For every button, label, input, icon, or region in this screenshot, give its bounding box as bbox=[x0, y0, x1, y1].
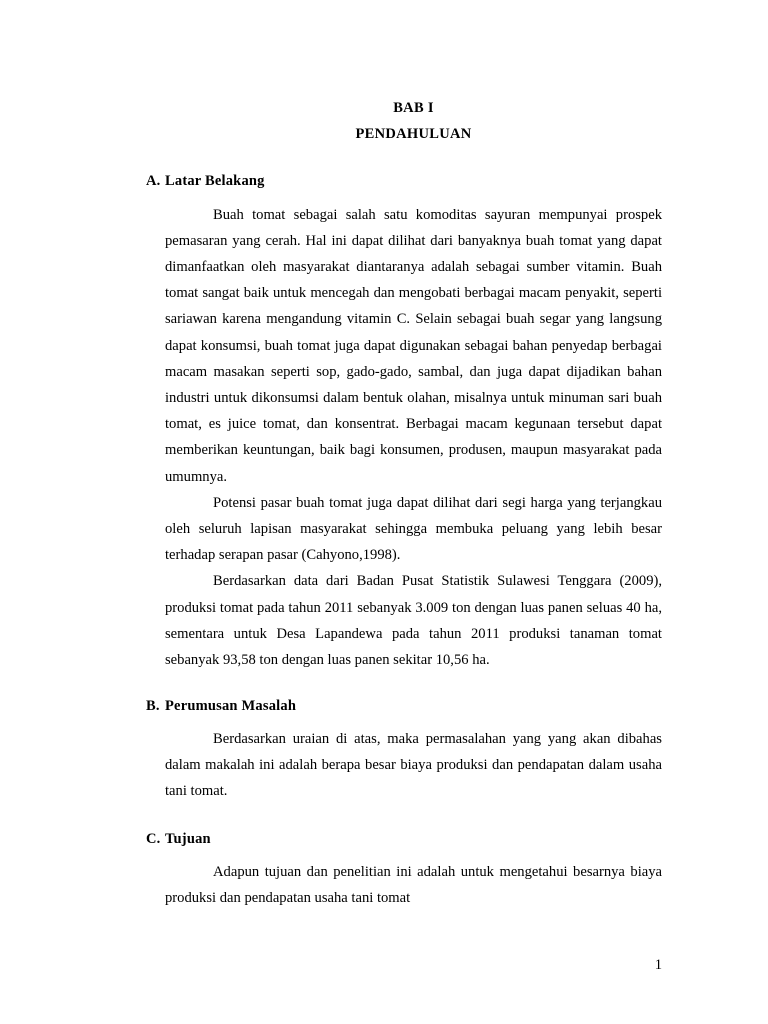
chapter-label: BAB I bbox=[393, 100, 434, 116]
spacer bbox=[146, 189, 662, 202]
spacer bbox=[146, 673, 662, 699]
paragraph: Berdasarkan data dari Badan Pusat Statistik Sulawesi Tenggara (2009), produksi tomat pada tahun 2011 sebanyak 3.009 ton dengan luas panen seluas 40 ha, sementara untuk Desa Lapandewa pada tahun 2011 produksi tanaman tomat sebanyak 93,58 ton dengan luas panen sekitar 10,56 ha. bbox=[165, 573, 662, 668]
section-perumusan-masalah bbox=[146, 699, 662, 804]
spacer bbox=[146, 847, 662, 859]
paragraph: Potensi pasar buah tomat juga dapat dilihat dari segi harga yang terjangkau oleh seluruh lapisan masyarakat sehingga membuka peluang yang lebih besar terhadap serapan pasar (Cahyono,1998). bbox=[165, 494, 662, 564]
chapter-title: PENDAHULUAN bbox=[355, 125, 472, 142]
section-heading-a bbox=[146, 174, 662, 189]
section-tujuan bbox=[146, 832, 662, 911]
section-heading-b bbox=[146, 699, 662, 714]
section-heading-c bbox=[146, 832, 662, 847]
section-title-a: Latar Belakang bbox=[165, 173, 265, 189]
paragraph: Buah tomat sebagai salah satu komoditas sayuran mempunyai prospek pemasaran yang cerah. Hal ini dapat dilihat dari banyaknya buah tomat yang dapat dimanfaatkan oleh masyarakat diantaranya adalah sebagai sumber vitamin. Buah tomat sangat baik untuk mencegah dan mengobati berbagai macam penyakit, seperti sariawan karena mengandung vitamin C. Selain sebagai buah segar yang langsung dapat konsumsi, buah tomat juga dapat digunakan sebagai bahan penyedap berbagai macam masakan seperti sop, gado-gado, sambal, dan juga dapat dijadikan bahan industri untuk dikonsumsi dalam bentuk olahan, misalnya untuk minuman sari buah tomat, es juice tomat, dan konsentrat. Berbagai macam kegunaan tersebut dapat memberikan keuntungan, baik bagi konsumen, produsen, maupun masyarakat pada umumnya. bbox=[165, 206, 662, 485]
section-title-c: Tujuan bbox=[165, 831, 211, 848]
spacer bbox=[146, 141, 662, 174]
section-title-b: Perumusan Masalah bbox=[165, 698, 297, 715]
spacer bbox=[146, 714, 662, 726]
page-number: 1 bbox=[654, 957, 662, 973]
paragraph: Adapun tujuan dan penelitian ini adalah untuk mengetahui besarnya biaya produksi dan pendapatan usaha tani tomat bbox=[165, 863, 662, 906]
section-body-c bbox=[165, 859, 662, 911]
chapter-heading-block bbox=[165, 0, 662, 141]
page-content bbox=[146, 0, 662, 911]
section-latar-belakang bbox=[146, 174, 662, 673]
section-body-b bbox=[165, 726, 662, 805]
section-marker-b: B. bbox=[146, 698, 160, 715]
spacer bbox=[146, 804, 662, 832]
section-marker-a: A. bbox=[146, 173, 161, 189]
section-marker-c: C. bbox=[146, 831, 161, 848]
section-body-a bbox=[165, 202, 662, 674]
paragraph: Berdasarkan uraian di atas, maka permasalahan yang yang akan dibahas dalam makalah ini adalah berapa besar biaya produksi dan pendapatan dalam usaha tani tomat. bbox=[165, 730, 662, 800]
